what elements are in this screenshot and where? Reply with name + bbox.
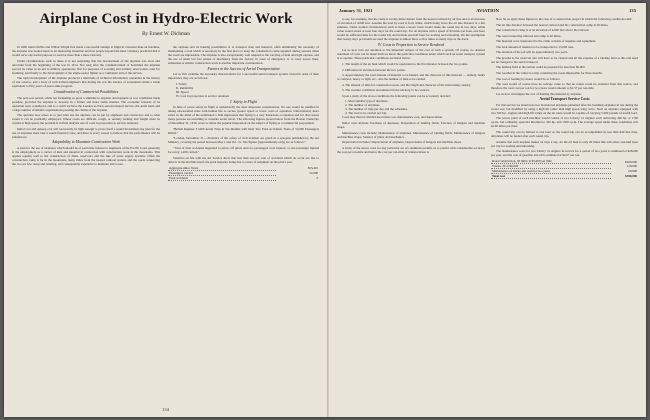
paragraph: The post-war period, while not furnishing so great a stimulus to airplane development as war conditions made possible, provided the airplane to develop in a firmer and more stable manner. The economic features of its operation were considered, and as a result we have the London-to-Paris aerial transport service, the aerial mail, and a large number of smaller organizations pressing the claims of the airplane. bbox=[12, 95, 160, 112]
safety-stats-table bbox=[168, 166, 319, 181]
section-heading: Consideration of Commercial Possibilities bbox=[53, 89, 119, 94]
paragraph: In time of peace safety in flight is undoubtedly the most important consideration. No one would be justified in taking unwarranted risks with human life to secure greater speed or lower costs of operation. Unfortunately there exists in the mind of the uninitiated a firm impression that flying is a very hazardous occupation and for that reason many persons are unwilling to consider aerial travel. The following figures quoted below from the Boston Transcript of December 31, 1919, serve to refute the popular impression on the subject of flying as a commercial proposition: bbox=[168, 105, 319, 126]
paragraph: The weather in the winter is rainy, rendering the roads impassable for three months. bbox=[496, 70, 603, 75]
left-column-2-text bbox=[168, 45, 319, 164]
list-item: II. Reliability bbox=[176, 85, 194, 90]
cost-value: 120,000 bbox=[626, 164, 637, 169]
paragraph: "London, December 31.—Statistics of the safety of civil aviation are given in a synopsis published by the Air Ministry, covering the period between May 1 and Oct. 31. The figures (approximately only) are as follows:" bbox=[168, 136, 319, 145]
list-item: 4. The load to be carried per trip. bbox=[345, 111, 387, 116]
paragraph: 5. The weather conditions encountered in the territory to be covered. bbox=[342, 88, 430, 93]
section-heading: Adaptability to Mountain Construction Work bbox=[52, 140, 120, 145]
list-item: 3. The number of trips per day and the schedules. bbox=[345, 107, 408, 112]
list-item: I. Safety bbox=[176, 81, 187, 86]
stat-row bbox=[168, 175, 319, 180]
list-item: IV. Cost in proportion to service rendered bbox=[176, 94, 229, 99]
cost-label: Road construction, 40 miles at $5,000 per mile bbox=[491, 159, 611, 164]
paragraph: Under circumstances such as these it is not surprising that the development of the airplane was slow and uncertain from the beginning of the war in 1914. Not long after the commencement of hostilities the airplane proved its value as an aid to military operations; first for purposes of scouting and artillery observation, later for bombing, and finally to the development of the single-seater fighter as a combatant arm of the service. bbox=[12, 58, 160, 75]
stat-value: 303,410 bbox=[307, 165, 318, 170]
paragraph: The construction camp is at an elevation of 4,000 feet above the railroad. bbox=[496, 28, 590, 33]
paragraph: Depreciation includes: Depreciation of airplanes, Depreciation of hangars and machine shops. bbox=[342, 140, 462, 145]
page-number-right: 135 bbox=[629, 8, 636, 13]
paragraph: Let us first examine the necessary characteristics for a successful aerial transport system. Listed in order of their importance they are as follows: bbox=[168, 72, 319, 81]
stat-value: 52,000 bbox=[309, 170, 318, 175]
section-heading: Aerial Transport Service Costs bbox=[539, 97, 590, 102]
paragraph: The duration of the job will be approximately two years. bbox=[496, 50, 569, 55]
paragraph: The rapid development of the airplane produced a multitude of technical information, expanded in the history of war science, and a body of well trained engineers that during the war the science of aeronautics made a stride equivalent to fifty years of peace-time progress. bbox=[12, 76, 160, 89]
cost-value: $380,000 bbox=[625, 174, 637, 179]
section-heading: Factors in the Success of Aerial Transportation bbox=[207, 66, 280, 71]
paragraph: For this service we should use two bi-motored airplanes patterned after the bombing airplanes in use during the recent war, but modified by using a high lift rather than high speed wing curve. Such an airplane equipped with two 300 h.p. engines and high lift wings on the air route would be capable of carrying 5,000 pounds of useful load. bbox=[491, 102, 638, 115]
paragraph: The air line distance between the nearest railroad and the construction camp is 20 miles. bbox=[496, 22, 609, 27]
left-column-1 bbox=[12, 45, 160, 405]
paragraph: In 1909 when Orville and Wilbur Wright first made a successful attempt at flight in a heavier-than-air machine, the airplane was looked upon as an interesting invention and few people beyond the most visionary predicted that it would serve any useful purpose or soon be more than a mere curiosity. bbox=[12, 45, 160, 58]
paragraph: Let us now turn our attention to the important subject of the cost of such a system. Of course, no detailed statement of costs can be made until we know the particular conditions under which such an aerial transport system is to operate. These particular conditions are listed below: bbox=[337, 48, 485, 61]
paragraph: Let us now investigate the cost of hauling this material by airplane. bbox=[496, 91, 582, 96]
list-item: 1. Most suitable type of airplanes. bbox=[345, 99, 389, 104]
paragraph: 1. The length of the air haul which would be equivalent to the flat distance between the two points. bbox=[342, 61, 468, 66]
paragraph: Costs may then be divided into initial cost, maintenance cost, and depreciation. bbox=[342, 115, 443, 120]
cost-label: Maintenance of trucks and road for two years bbox=[491, 169, 611, 174]
paragraph: Assume that each airplane makes 16 trips a day. As the air haul is only 20 miles this will allow one-half hour per trip for loading and unloading. bbox=[491, 139, 638, 148]
paragraph: Initial cost and upkeep cost will necessarily be high enough to prove itself a sound investment any plan for the use of airplanes must take a sound financial view, and there is every reason to believe that the performance will be satisfactory. bbox=[12, 126, 160, 139]
cost-label: Total cost bbox=[491, 174, 611, 179]
right-column-1 bbox=[337, 17, 485, 409]
section-heading: IV. Costs in Proportion to Service Rendered bbox=[377, 42, 445, 47]
stat-label: Passengers carried bbox=[168, 170, 276, 175]
magazine-spread bbox=[4, 3, 646, 417]
paragraph: The maintenance costs for two Liberty 12 engines in service for a period of two years is estimated at $28,600 per year, and the cost of gasoline and oil is estimated at $2.07 per ton. bbox=[491, 149, 638, 158]
paragraph: The ground at the reservoir site will have to be cleared and all the expense of a landing field at this end need not be charged to the aerial transport. bbox=[491, 55, 638, 64]
list-item: 2. The number of airplanes. bbox=[345, 103, 381, 108]
paragraph: Now let us apply these figures to the case of a construction project in which the following conditions exist: bbox=[496, 17, 633, 21]
paragraph: The total amount of material to be transported is 15,000 tons. bbox=[496, 44, 575, 49]
paragraph: Initial costs include: Purchase of airplanes, Preparation of landing fields, Erection of hangars and machine shops. bbox=[337, 121, 485, 130]
paragraph: The road connecting railroad and camp is 40 miles. bbox=[496, 33, 562, 38]
paragraph: The material to be transported to the camp consists of supplies and equipment. bbox=[496, 39, 597, 44]
left-column-2 bbox=[168, 45, 319, 405]
article-byline: By Ernest W. Dichman bbox=[142, 31, 190, 37]
paragraph: The round trip can be limited to one hour so the round trip can be accomplished in less than half that time. Airplanes will be fueled after each round trip. bbox=[491, 130, 638, 139]
paragraph: 4. The amount of time for construction work, and the length and character of the intervening country. bbox=[342, 82, 471, 87]
paragraph: 2. Difference in elevation between the two points. bbox=[342, 67, 406, 72]
paragraph: to say, for example, that the camp is twenty miles distant from the nearest railroad by air line and at an increase of elevation of 4,000 feet. Assume the load by road is forty miles, which being twice the air line distance is a fair estimate. Under normal circumstances such as these a motor truck would make the round trip in two days, while value would return at least four days for the round trip. For an airplane with a speed of 90 miles per hour, one hour would be sufficient time for the round trip and include one-half hour for loading and unloading. On the assumption that twenty days per month are used the airplane is almost three to five times as many trips as the truck. bbox=[337, 17, 485, 42]
paragraph: Statistics on file with the Air Service show that less than one per cent of accidents which do occur are due to defects in the machine itself, the great majority being due to errors of judgment on the pilot's part. bbox=[168, 155, 319, 164]
list-item: III. Speed bbox=[176, 89, 189, 94]
paragraph: The power plant of each machine would consist of two Liberty 12 engines each delivering 400 hp. at 1700 r.p.m., but ordinarily operated throttled to 330 hp. and 1500 r.p.m. The average speed under these conditions will be 90 miles per hour. bbox=[491, 116, 638, 129]
right-column-2 bbox=[491, 17, 638, 409]
article-title: Airplane Cost in Hydro-Electric Work bbox=[39, 11, 293, 27]
journal-name: AVIATION bbox=[476, 8, 499, 13]
paragraph: the airplane and its hauling possibilities is to transport men and material, often eliminating the necessity of maintaining a road which is necessary in the first place to keep the construction camp supplied during seasons when the roads are impassable. The airplane is also exceptionally well adapted to the carrying of mail and light express, and the use of small but fast planes of machinery from the factory in cases of emergency or to carry power lines, substation or similar construction work is another important consideration. bbox=[168, 45, 319, 66]
paragraph: The question now arises as to just what use the airplane can be put by engineers and contractors and to what extent it can be profitably employed. Where roads are difficult, rough, or entirely lacking and freight must be carried at high speed, the problem is in final analysis one of costs in proportion to service rendered. bbox=[12, 113, 160, 126]
paragraph: The landing field at the station could be prepared for less than $6,000. bbox=[496, 65, 586, 70]
running-head-date: January 31, 1921 bbox=[339, 8, 373, 13]
paragraph: Upon a study of the above conditions the following points can be accurately decided: bbox=[342, 93, 451, 98]
page-number-left: 134 bbox=[162, 407, 169, 412]
paragraph: The road would of course have no salvage value so that no return could be obtained from that source, and therefore the total cost per ton for two years would amount to $1.57 per ton-mile. bbox=[491, 82, 638, 91]
paragraph: 3. Approximately the total amount of material to be hauled, and the character of this material — namely, bulky or compact, heavy or light, etc., also the number of men to be carried. bbox=[337, 73, 485, 82]
hauling-cost-table bbox=[491, 159, 638, 179]
cost-row bbox=[491, 174, 638, 179]
stat-label: Aggregate miles flown bbox=[168, 166, 276, 171]
paragraph: "Total of fatal accidents happened to pilots. Of pilots and two passengers were injured, or one passenger injured for every 1,200 carried." bbox=[168, 146, 319, 155]
stat-label: Fatal accidents bbox=[168, 175, 276, 180]
left-page bbox=[4, 3, 327, 417]
cost-label: Trucks, 20 at $6,000 bbox=[491, 164, 611, 169]
paragraph: A plan for the use of airplanes which should be of particular interest to engineers of the Pacific Coast generally is the employment as a carrier of men and material in connection with construction work in the mountains. This applies equally well to the construction of dams, reservoirs and the like of water supply systems. Often the construction camp is far in the mountains, many miles from the nearest railroad station, and the roads connecting the two are few, steep and winding, and consequently expensive to maintain and to use. bbox=[12, 146, 160, 167]
cost-value: 60,000 bbox=[628, 169, 637, 174]
paragraph: "British Register 31,000 Aerial Trips in Six Months with Only Two Fatal Accidents. None of 52,000 Passengers Killed." bbox=[168, 126, 319, 135]
right-page bbox=[329, 3, 646, 417]
stat-value: 2 bbox=[316, 175, 318, 180]
paragraph: A study of the above costs for any particular set of conditions permits us to predict with considerable accuracy the cost per ton-mile and hence the cost per ton-mile of transportation to bbox=[337, 145, 485, 154]
right-column-2-text bbox=[491, 17, 638, 157]
section-heading: I. Safety in Flight bbox=[230, 99, 257, 104]
paragraph: The cost of hauling by motor would be as follows: bbox=[496, 76, 561, 81]
cost-value: $200,000 bbox=[625, 159, 637, 164]
paragraph: Maintenance costs include: Maintenance of airplanes, Maintenance of landing fields, Maintenance of hangars and machine shops, Salaries of pilots and mechanics. bbox=[337, 130, 485, 139]
